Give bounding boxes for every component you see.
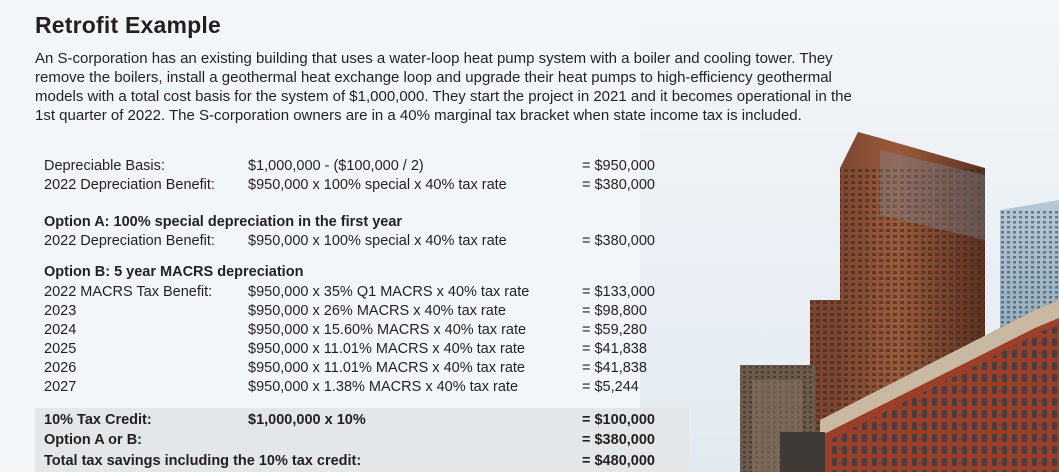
option-b-heading: Option B: 5 year MACRS depreciation (44, 264, 304, 280)
row-label: 2025 (44, 341, 77, 357)
row-result: = $5,244 (582, 379, 639, 395)
row-label: 2022 MACRS Tax Benefit: (44, 284, 213, 300)
row-result: = $41,838 (582, 341, 647, 357)
row-label: 10% Tax Credit: (44, 412, 152, 428)
row-result: = $380,000 (582, 432, 655, 448)
row-label: 2023 (44, 303, 77, 319)
row-calculation: $950,000 x 26% MACRS x 40% tax rate (248, 303, 506, 319)
row-result: = $380,000 (582, 177, 655, 193)
row-label: 2022 Depreciation Benefit: (44, 177, 215, 193)
row-result: = $59,280 (582, 322, 647, 338)
row-label: 2026 (44, 360, 77, 376)
row-label: 2024 (44, 322, 77, 338)
row-calculation: $950,000 x 11.01% MACRS x 40% tax rate (248, 341, 525, 357)
row-calculation: $950,000 x 100% special x 40% tax rate (248, 233, 507, 249)
intro-paragraph: An S-corporation has an existing building that uses a water-loop heat pump system with a boiler and cooling tower. They remove the boilers, install a geothermal heat exchange loop and upgrade their heat pumps to high-efficiency geothermal models with a total cost basis for the system of $1,000,000. They start the project in 2021 and it becomes operational in the 1st quarter of 2022. The S-corporation owners are in a 40% marginal tax bracket when state income tax is included. (35, 50, 852, 124)
row-result: = $480,000 (582, 453, 655, 469)
row-label: Depreciable Basis: (44, 158, 165, 174)
row-label: 2022 Depreciation Benefit: (44, 233, 215, 249)
row-calculation: $950,000 x 100% special x 40% tax rate (248, 177, 507, 193)
row-calculation: $950,000 x 35% Q1 MACRS x 40% tax rate (248, 284, 530, 300)
row-label: Option A or B: (44, 432, 142, 448)
row-result: = $98,800 (582, 303, 647, 319)
row-calculation: $950,000 x 11.01% MACRS x 40% tax rate (248, 360, 525, 376)
option-a-heading: Option A: 100% special depreciation in the first year (44, 214, 403, 230)
row-calculation: $1,000,000 x 10% (248, 412, 366, 428)
row-result: = $133,000 (582, 284, 655, 300)
row-result: = $41,838 (582, 360, 647, 376)
row-label: 2027 (44, 379, 77, 395)
row-calculation: $950,000 x 1.38% MACRS x 40% tax rate (248, 379, 519, 395)
row-result: = $100,000 (582, 412, 655, 428)
row-calculation: $1,000,000 - ($100,000 / 2) (248, 158, 424, 174)
row-label: Total tax savings including the 10% tax credit: (44, 453, 362, 469)
page-title: Retrofit Example (35, 12, 221, 38)
row-calculation: $950,000 x 15.60% MACRS x 40% tax rate (248, 322, 527, 338)
row-result: = $950,000 (582, 158, 655, 174)
row-result: = $380,000 (582, 233, 655, 249)
